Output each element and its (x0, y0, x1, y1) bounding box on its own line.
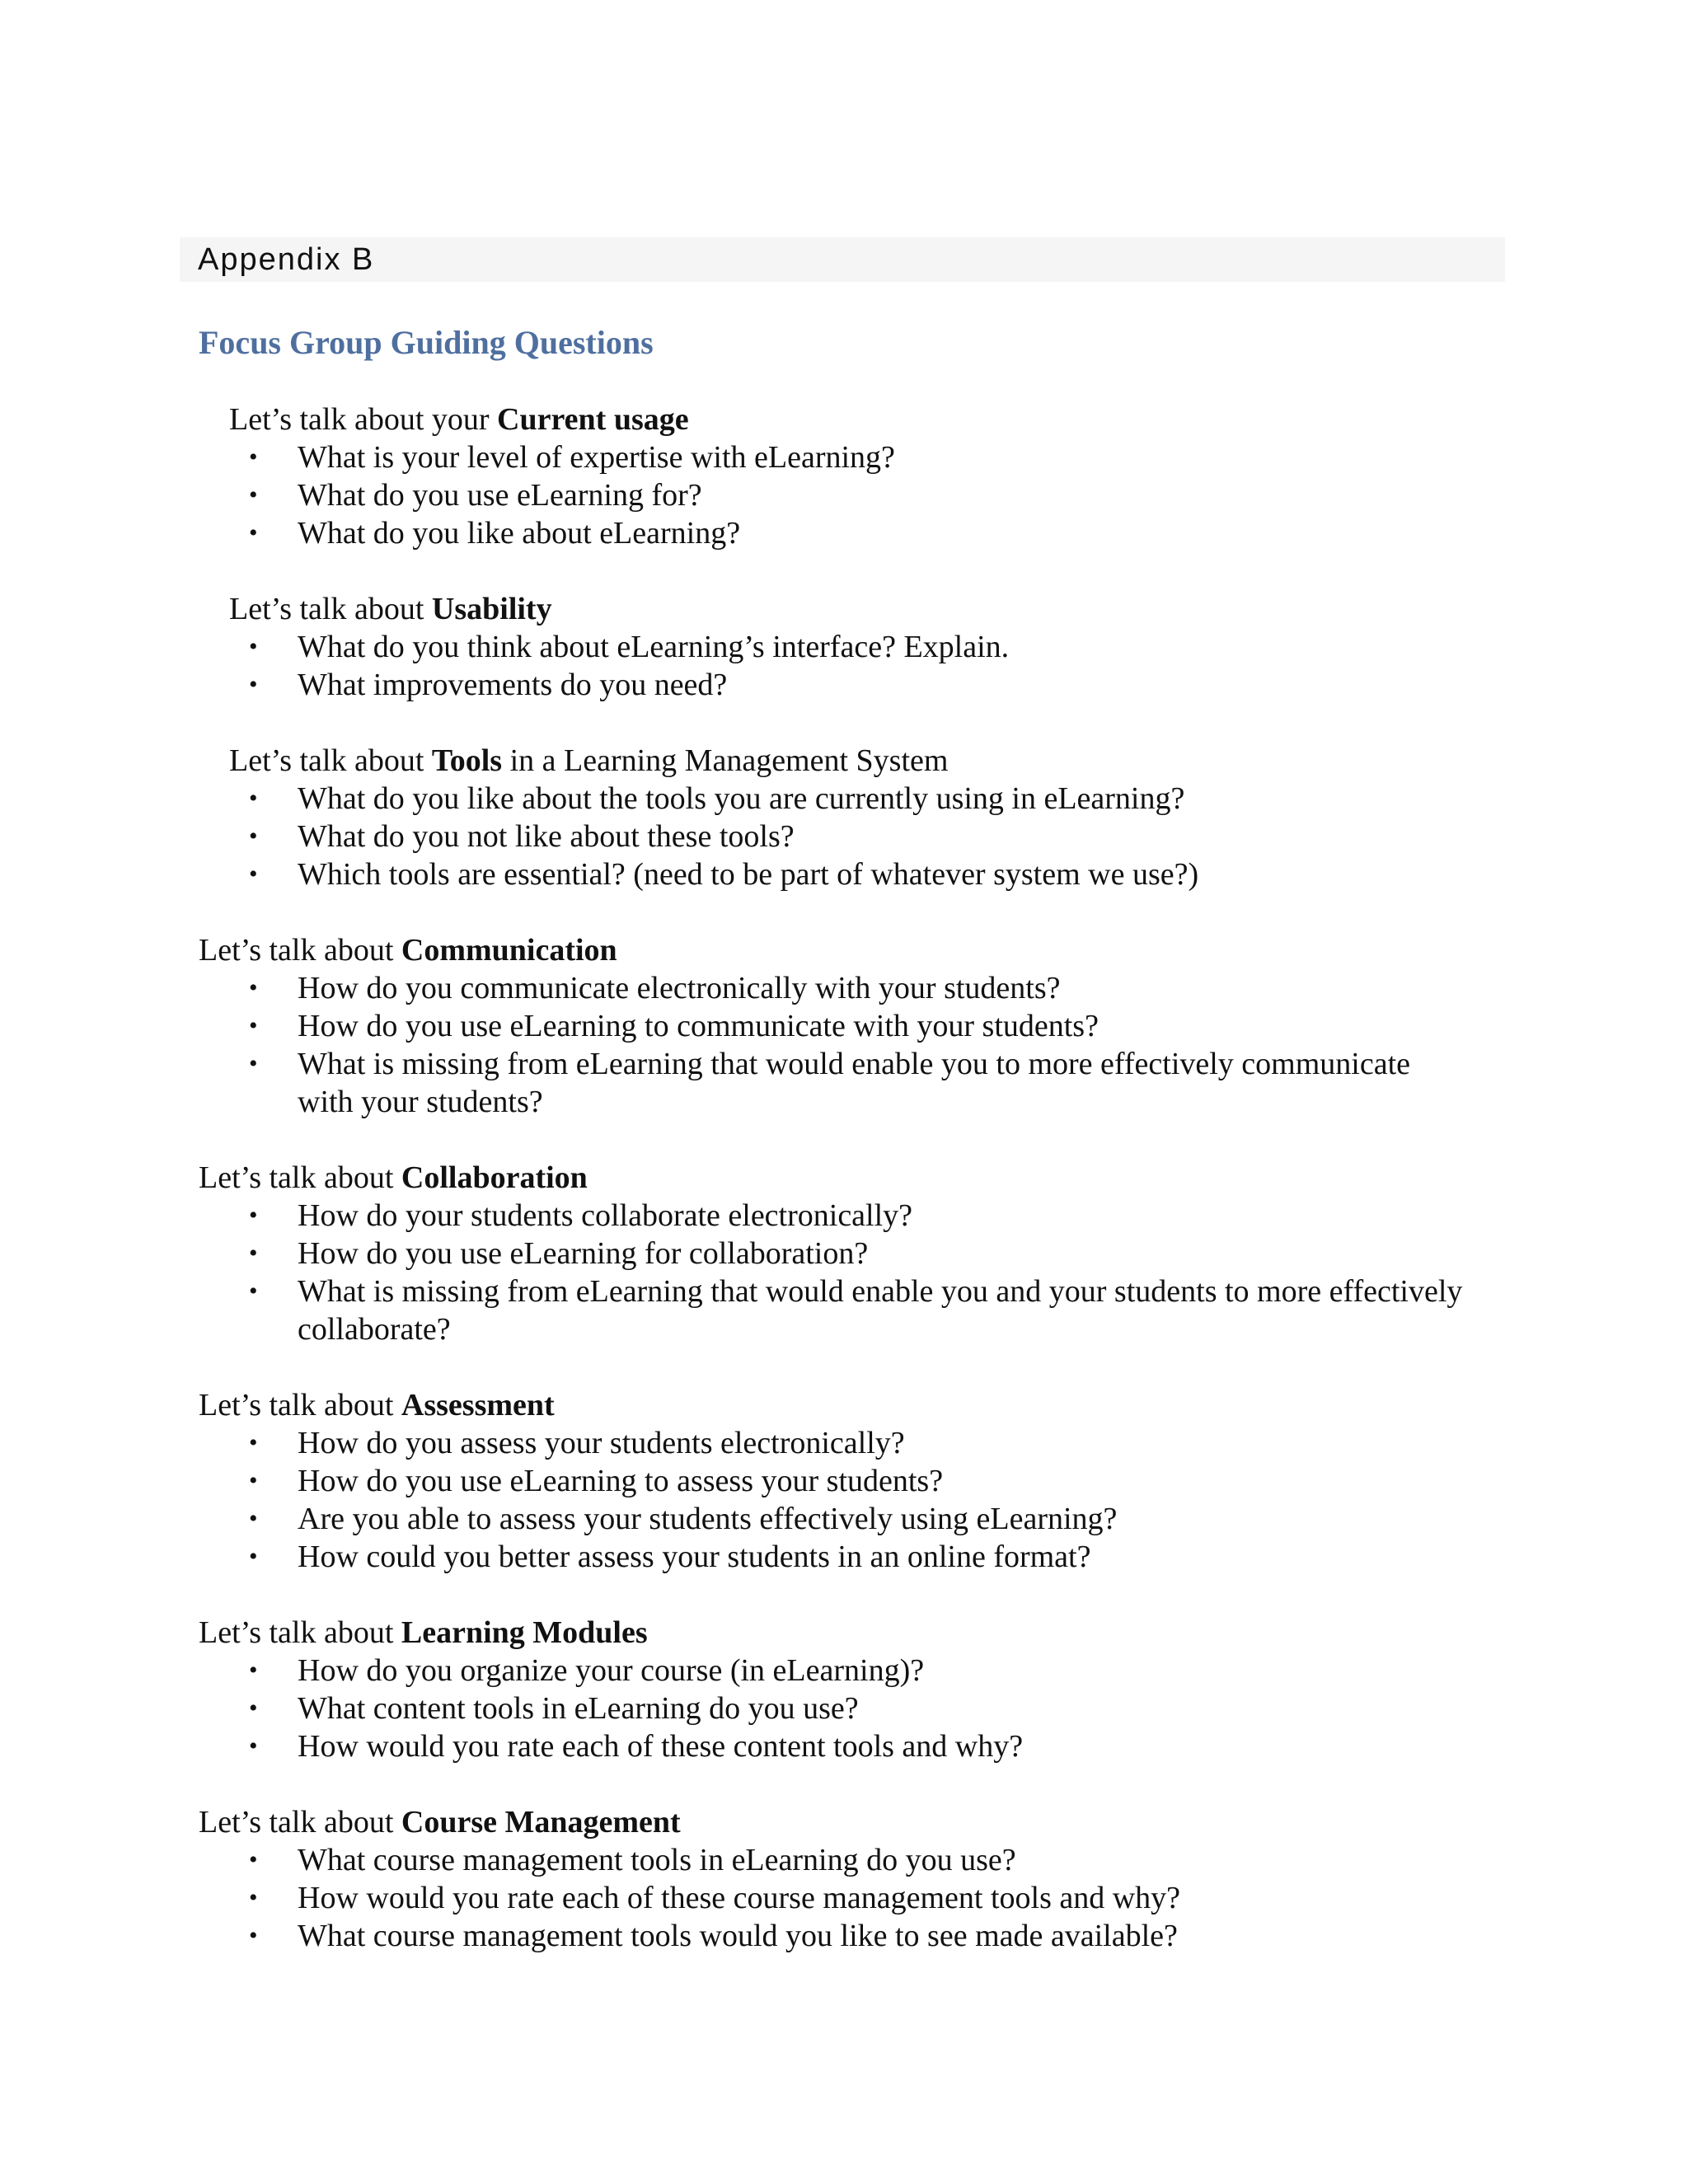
list-item: • What do you not like about these tools? (249, 819, 795, 854)
list-item: • How do you use eLearning to assess your students? (249, 1464, 944, 1498)
list-item: • What do you use eLearning for? (249, 478, 702, 513)
bullet-icon: • (249, 633, 258, 660)
section-title: Let’s talk about Usability (229, 592, 552, 626)
list-item: • What is missing from eLearning that would enable you and your students to more effectively collaborate? (249, 1274, 1463, 1347)
section-usability (0, 590, 1688, 704)
list-item: • What course management tools in eLearning do you use? (249, 1843, 1016, 1877)
section-current-usage (0, 401, 1688, 552)
bullet-icon: • (249, 785, 258, 812)
question-list (0, 1197, 1688, 1348)
list-item: • How do you assess your students electronically? (249, 1426, 905, 1460)
bullet-icon: • (249, 1505, 258, 1532)
list-item: • How could you better assess your students in an online format? (249, 1540, 1091, 1574)
section-topic: Learning Modules (401, 1615, 648, 1650)
bullet-icon: • (249, 1050, 258, 1077)
list-item: • What is your level of expertise with eLearning? (249, 440, 895, 475)
section-title: Let’s talk about Learning Modules (199, 1615, 648, 1650)
list-item: • How do you communicate electronically with your students? (249, 971, 1061, 1005)
bullet-icon: • (249, 1657, 258, 1684)
bullet-icon: • (249, 1429, 258, 1456)
question-list (0, 969, 1688, 1121)
list-item: • Which tools are essential? (need to be part of whatever system we use?) (249, 857, 1199, 892)
question-list (0, 1424, 1688, 1576)
list-item: • What do you like about eLearning? (249, 516, 741, 551)
bullet-icon: • (249, 1694, 258, 1722)
bullet-icon: • (249, 860, 258, 888)
section-topic: Assessment (401, 1388, 555, 1422)
appendix-header-bar (180, 237, 1505, 282)
bullet-icon: • (249, 1846, 258, 1873)
bullet-icon: • (249, 1543, 258, 1570)
list-item: • How do you organize your course (in eLearning)? (249, 1653, 925, 1688)
document-heading: Focus Group Guiding Questions (199, 324, 654, 361)
list-item: • Are you able to assess your students effectively using eLearning? (249, 1502, 1118, 1536)
list-item: • How do your students collaborate electronically? (249, 1198, 913, 1233)
bullet-icon: • (249, 1012, 258, 1039)
section-topic: Tools (431, 743, 503, 778)
list-item: • How do you use eLearning for collaboration? (249, 1236, 869, 1271)
bullet-icon: • (249, 671, 258, 698)
section-title: Let’s talk about Tools in a Learning Management System (229, 743, 949, 778)
section-title: Let’s talk about Assessment (199, 1388, 555, 1422)
section-course-management (0, 1803, 1688, 1955)
bullet-icon: • (249, 1277, 258, 1305)
list-item: • What course management tools would you like to see made available? (249, 1919, 1178, 1953)
question-list (0, 1652, 1688, 1765)
list-item: • What do you think about eLearning’s interface? Explain. (249, 630, 1010, 664)
bullet-icon: • (249, 519, 258, 546)
section-topic: Course Management (401, 1805, 681, 1840)
bullet-icon: • (249, 443, 258, 471)
bullet-icon: • (249, 1240, 258, 1267)
section-tools (0, 742, 1688, 893)
question-list (0, 780, 1688, 893)
list-item: • What content tools in eLearning do you use? (249, 1691, 859, 1726)
list-item: • What is missing from eLearning that would enable you to more effectively communicate with your students? (249, 1047, 1411, 1119)
section-topic: Usability (431, 592, 552, 626)
bullet-icon: • (249, 1467, 258, 1494)
section-title: Let’s talk about Communication (199, 933, 617, 968)
question-list (0, 438, 1688, 552)
list-item: • How do you use eLearning to communicate with your students? (249, 1009, 1099, 1043)
question-sections (0, 401, 1688, 1993)
bullet-icon: • (249, 823, 258, 850)
question-list (0, 1841, 1688, 1955)
section-topic: Current usage (497, 402, 689, 437)
section-title: Let’s talk about Collaboration (199, 1160, 588, 1195)
section-learning-modules (0, 1614, 1688, 1765)
list-item: • How would you rate each of these course management tools and why? (249, 1881, 1181, 1915)
bullet-icon: • (249, 481, 258, 509)
list-item: • What do you like about the tools you are currently using in eLearning? (249, 781, 1185, 816)
bullet-icon: • (249, 974, 258, 1001)
section-topic: Collaboration (401, 1160, 588, 1195)
bullet-icon: • (249, 1922, 258, 1949)
bullet-icon: • (249, 1732, 258, 1760)
list-item: • How would you rate each of these content tools and why? (249, 1729, 1024, 1764)
section-topic: Communication (401, 933, 617, 968)
section-title: Let’s talk about your Current usage (229, 402, 689, 437)
appendix-title: Appendix B (198, 242, 375, 277)
section-assessment (0, 1386, 1688, 1576)
bullet-icon: • (249, 1202, 258, 1229)
question-list (0, 628, 1688, 704)
section-title: Let’s talk about Course Management (199, 1805, 681, 1840)
section-collaboration (0, 1159, 1688, 1348)
list-item: • What improvements do you need? (249, 668, 728, 702)
section-communication (0, 931, 1688, 1121)
bullet-icon: • (249, 1884, 258, 1911)
